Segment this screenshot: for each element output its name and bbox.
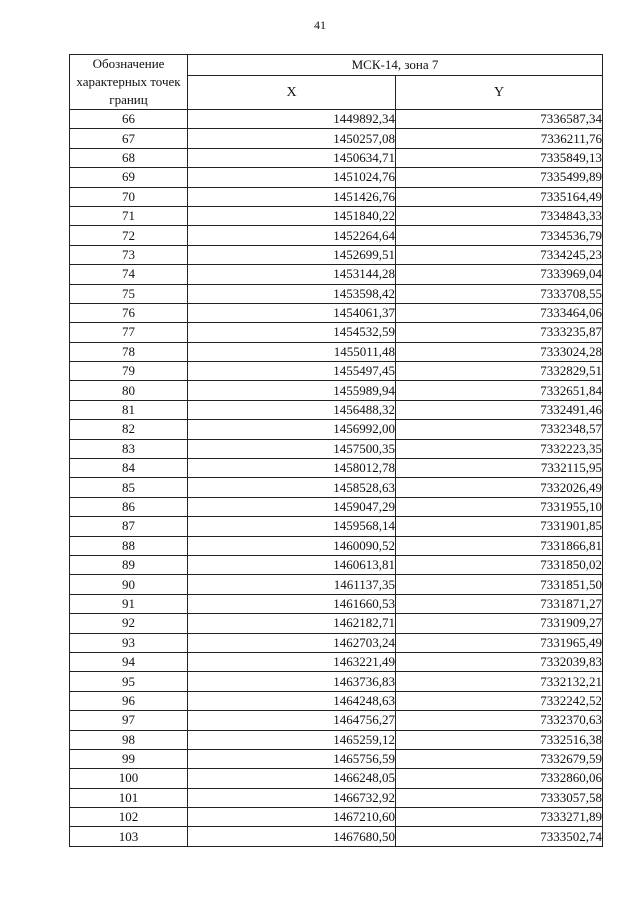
table-row bbox=[70, 691, 603, 710]
table-row bbox=[70, 148, 603, 167]
point-number-cell: 95 bbox=[70, 672, 188, 691]
point-number-cell: 68 bbox=[70, 148, 188, 167]
y-coordinate-cell: 7332491,46 bbox=[396, 400, 603, 419]
table-row bbox=[70, 555, 603, 574]
point-number-cell: 80 bbox=[70, 381, 188, 400]
table-row bbox=[70, 206, 603, 225]
table-row bbox=[70, 303, 603, 322]
y-coordinate-cell: 7332679,59 bbox=[396, 749, 603, 768]
point-number-cell: 91 bbox=[70, 594, 188, 613]
table-row bbox=[70, 323, 603, 342]
x-coordinate-cell: 1465756,59 bbox=[188, 749, 396, 768]
table-row bbox=[70, 827, 603, 846]
point-number-cell: 94 bbox=[70, 652, 188, 671]
y-coordinate-cell: 7334536,79 bbox=[396, 226, 603, 245]
x-coordinate-cell: 1464756,27 bbox=[188, 711, 396, 730]
y-coordinate-cell: 7332115,95 bbox=[396, 459, 603, 478]
header-x: X bbox=[188, 76, 396, 110]
table-row bbox=[70, 575, 603, 594]
y-coordinate-cell: 7333464,06 bbox=[396, 303, 603, 322]
x-coordinate-cell: 1464248,63 bbox=[188, 691, 396, 710]
point-number-cell: 77 bbox=[70, 323, 188, 342]
table-row bbox=[70, 129, 603, 148]
point-number-cell: 82 bbox=[70, 420, 188, 439]
x-coordinate-cell: 1462182,71 bbox=[188, 614, 396, 633]
x-coordinate-cell: 1466732,92 bbox=[188, 788, 396, 807]
point-number-cell: 72 bbox=[70, 226, 188, 245]
y-coordinate-cell: 7331901,85 bbox=[396, 517, 603, 536]
x-coordinate-cell: 1466248,05 bbox=[188, 769, 396, 788]
point-number-cell: 83 bbox=[70, 439, 188, 458]
x-coordinate-cell: 1457500,35 bbox=[188, 439, 396, 458]
y-coordinate-cell: 7333969,04 bbox=[396, 265, 603, 284]
point-number-cell: 74 bbox=[70, 265, 188, 284]
point-number-cell: 92 bbox=[70, 614, 188, 633]
table-row bbox=[70, 594, 603, 613]
table-row bbox=[70, 265, 603, 284]
point-number-cell: 87 bbox=[70, 517, 188, 536]
x-coordinate-cell: 1460090,52 bbox=[188, 536, 396, 555]
x-coordinate-cell: 1459047,29 bbox=[188, 497, 396, 516]
point-number-cell: 67 bbox=[70, 129, 188, 148]
x-coordinate-cell: 1455011,48 bbox=[188, 342, 396, 361]
table-row bbox=[70, 478, 603, 497]
x-coordinate-cell: 1449892,34 bbox=[188, 110, 396, 129]
point-number-cell: 86 bbox=[70, 497, 188, 516]
y-coordinate-cell: 7335164,49 bbox=[396, 187, 603, 206]
y-coordinate-cell: 7332026,49 bbox=[396, 478, 603, 497]
y-coordinate-cell: 7332242,52 bbox=[396, 691, 603, 710]
y-coordinate-cell: 7336587,34 bbox=[396, 110, 603, 129]
point-number-cell: 84 bbox=[70, 459, 188, 478]
x-coordinate-cell: 1462703,24 bbox=[188, 633, 396, 652]
table-row bbox=[70, 226, 603, 245]
point-number-cell: 96 bbox=[70, 691, 188, 710]
header-coordinate-system: МСК-14, зона 7 bbox=[188, 55, 603, 76]
table-row bbox=[70, 168, 603, 187]
table-row bbox=[70, 245, 603, 264]
y-coordinate-cell: 7332829,51 bbox=[396, 362, 603, 381]
x-coordinate-cell: 1455497,45 bbox=[188, 362, 396, 381]
point-number-cell: 81 bbox=[70, 400, 188, 419]
point-number-cell: 73 bbox=[70, 245, 188, 264]
point-number-cell: 69 bbox=[70, 168, 188, 187]
x-coordinate-cell: 1451426,76 bbox=[188, 187, 396, 206]
point-number-cell: 98 bbox=[70, 730, 188, 749]
y-coordinate-cell: 7331909,27 bbox=[396, 614, 603, 633]
y-coordinate-cell: 7331955,10 bbox=[396, 497, 603, 516]
table-row bbox=[70, 769, 603, 788]
y-coordinate-cell: 7332223,35 bbox=[396, 439, 603, 458]
x-coordinate-cell: 1456488,32 bbox=[188, 400, 396, 419]
y-coordinate-cell: 7332651,84 bbox=[396, 381, 603, 400]
y-coordinate-cell: 7333271,89 bbox=[396, 808, 603, 827]
table-row bbox=[70, 614, 603, 633]
point-number-cell: 75 bbox=[70, 284, 188, 303]
table-row bbox=[70, 788, 603, 807]
y-coordinate-cell: 7333502,74 bbox=[396, 827, 603, 846]
coordinates-table bbox=[69, 54, 603, 847]
x-coordinate-cell: 1453598,42 bbox=[188, 284, 396, 303]
table-row bbox=[70, 362, 603, 381]
x-coordinate-cell: 1458012,78 bbox=[188, 459, 396, 478]
x-coordinate-cell: 1455989,94 bbox=[188, 381, 396, 400]
y-coordinate-cell: 7331851,50 bbox=[396, 575, 603, 594]
y-coordinate-cell: 7332039,83 bbox=[396, 652, 603, 671]
y-coordinate-cell: 7332348,57 bbox=[396, 420, 603, 439]
x-coordinate-cell: 1463736,83 bbox=[188, 672, 396, 691]
point-number-cell: 85 bbox=[70, 478, 188, 497]
table-row bbox=[70, 110, 603, 129]
table-row bbox=[70, 652, 603, 671]
table-row bbox=[70, 497, 603, 516]
point-number-cell: 99 bbox=[70, 749, 188, 768]
table-row bbox=[70, 381, 603, 400]
point-number-cell: 93 bbox=[70, 633, 188, 652]
y-coordinate-cell: 7336211,76 bbox=[396, 129, 603, 148]
point-number-cell: 102 bbox=[70, 808, 188, 827]
y-coordinate-cell: 7335499,89 bbox=[396, 168, 603, 187]
y-coordinate-cell: 7332516,38 bbox=[396, 730, 603, 749]
x-coordinate-cell: 1460613,81 bbox=[188, 555, 396, 574]
y-coordinate-cell: 7331850,02 bbox=[396, 555, 603, 574]
table-row bbox=[70, 633, 603, 652]
table-row bbox=[70, 672, 603, 691]
table-row bbox=[70, 517, 603, 536]
x-coordinate-cell: 1461660,53 bbox=[188, 594, 396, 613]
point-number-cell: 97 bbox=[70, 711, 188, 730]
table-row bbox=[70, 711, 603, 730]
table-row bbox=[70, 730, 603, 749]
table-body bbox=[70, 110, 603, 847]
x-coordinate-cell: 1458528,63 bbox=[188, 478, 396, 497]
y-coordinate-cell: 7331866,81 bbox=[396, 536, 603, 555]
y-coordinate-cell: 7331871,27 bbox=[396, 594, 603, 613]
x-coordinate-cell: 1456992,00 bbox=[188, 420, 396, 439]
y-coordinate-cell: 7333057,58 bbox=[396, 788, 603, 807]
x-coordinate-cell: 1467680,50 bbox=[188, 827, 396, 846]
y-coordinate-cell: 7334245,23 bbox=[396, 245, 603, 264]
y-coordinate-cell: 7332860,06 bbox=[396, 769, 603, 788]
table-row bbox=[70, 459, 603, 478]
x-coordinate-cell: 1450634,71 bbox=[188, 148, 396, 167]
y-coordinate-cell: 7334843,33 bbox=[396, 206, 603, 225]
point-number-cell: 66 bbox=[70, 110, 188, 129]
table-row bbox=[70, 284, 603, 303]
x-coordinate-cell: 1463221,49 bbox=[188, 652, 396, 671]
y-coordinate-cell: 7333235,87 bbox=[396, 323, 603, 342]
point-number-cell: 90 bbox=[70, 575, 188, 594]
y-coordinate-cell: 7331965,49 bbox=[396, 633, 603, 652]
y-coordinate-cell: 7332132,21 bbox=[396, 672, 603, 691]
x-coordinate-cell: 1459568,14 bbox=[188, 517, 396, 536]
table-row bbox=[70, 536, 603, 555]
y-coordinate-cell: 7335849,13 bbox=[396, 148, 603, 167]
x-coordinate-cell: 1452699,51 bbox=[188, 245, 396, 264]
table-row bbox=[70, 342, 603, 361]
x-coordinate-cell: 1465259,12 bbox=[188, 730, 396, 749]
y-coordinate-cell: 7332370,63 bbox=[396, 711, 603, 730]
point-number-cell: 76 bbox=[70, 303, 188, 322]
x-coordinate-cell: 1467210,60 bbox=[188, 808, 396, 827]
point-number-cell: 101 bbox=[70, 788, 188, 807]
point-number-cell: 78 bbox=[70, 342, 188, 361]
y-coordinate-cell: 7333024,28 bbox=[396, 342, 603, 361]
y-coordinate-cell: 7333708,55 bbox=[396, 284, 603, 303]
table-row bbox=[70, 808, 603, 827]
x-coordinate-cell: 1450257,08 bbox=[188, 129, 396, 148]
table-row bbox=[70, 420, 603, 439]
x-coordinate-cell: 1452264,64 bbox=[188, 226, 396, 245]
header-y: Y bbox=[396, 76, 603, 110]
x-coordinate-cell: 1451024,76 bbox=[188, 168, 396, 187]
point-number-cell: 88 bbox=[70, 536, 188, 555]
table-row bbox=[70, 187, 603, 206]
point-number-cell: 71 bbox=[70, 206, 188, 225]
x-coordinate-cell: 1454061,37 bbox=[188, 303, 396, 322]
point-number-cell: 70 bbox=[70, 187, 188, 206]
x-coordinate-cell: 1451840,22 bbox=[188, 206, 396, 225]
header-designation: Обозначение характерных точек границ bbox=[70, 55, 188, 110]
x-coordinate-cell: 1454532,59 bbox=[188, 323, 396, 342]
x-coordinate-cell: 1461137,35 bbox=[188, 575, 396, 594]
x-coordinate-cell: 1453144,28 bbox=[188, 265, 396, 284]
point-number-cell: 103 bbox=[70, 827, 188, 846]
point-number-cell: 79 bbox=[70, 362, 188, 381]
table-row bbox=[70, 400, 603, 419]
table-row bbox=[70, 749, 603, 768]
point-number-cell: 100 bbox=[70, 769, 188, 788]
point-number-cell: 89 bbox=[70, 555, 188, 574]
page-number: 41 bbox=[314, 18, 326, 32]
table-row bbox=[70, 439, 603, 458]
